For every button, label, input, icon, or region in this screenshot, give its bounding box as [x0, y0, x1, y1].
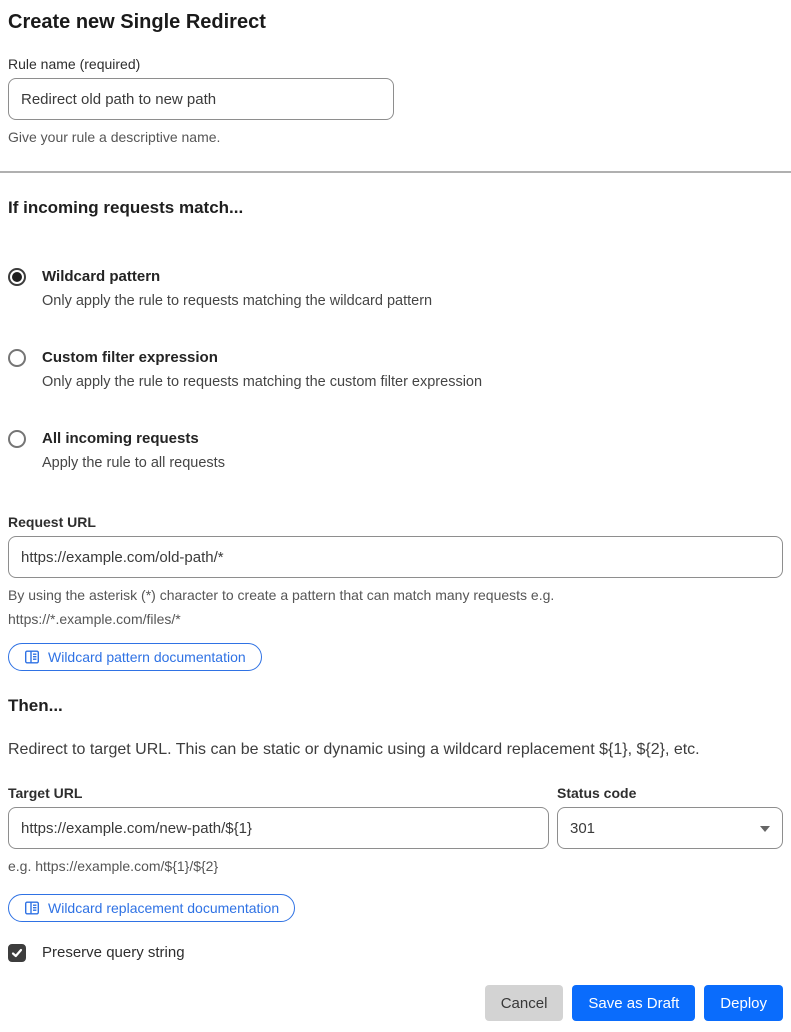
radio-icon[interactable] [8, 349, 26, 367]
wildcard-pattern-docs-label: Wildcard pattern documentation [48, 649, 246, 665]
wildcard-replacement-docs-label: Wildcard replacement documentation [48, 900, 280, 916]
checkbox-icon[interactable] [8, 944, 26, 962]
radio-icon[interactable] [8, 430, 26, 448]
target-and-status-row [8, 761, 783, 878]
status-code-select-wrap [557, 807, 783, 849]
target-url-label: Target URL [8, 785, 83, 801]
section-divider [0, 171, 791, 173]
radio-option-description: Apply the rule to all requests [42, 455, 225, 471]
cancel-button[interactable]: Cancel [485, 985, 564, 1021]
rule-name-input[interactable] [8, 78, 394, 120]
target-url-input[interactable] [8, 807, 549, 849]
then-section-heading: Then... [8, 696, 63, 715]
save-as-draft-button[interactable]: Save as Draft [572, 985, 695, 1021]
request-url-helper-line1: By using the asterisk (*) character to create a pattern that can match many requests e.g. [8, 587, 555, 603]
status-code-select[interactable] [557, 807, 783, 849]
footer-actions [8, 985, 783, 1021]
preserve-query-string-row[interactable] [8, 943, 783, 963]
request-url-helper [8, 583, 783, 631]
request-url-helper-line2: https://*.example.com/files/* [8, 611, 181, 627]
radio-option-label: All incoming requests [42, 430, 199, 447]
request-url-label: Request URL [8, 514, 96, 530]
request-url-input[interactable] [8, 536, 783, 578]
then-section-description: Redirect to target URL. This can be static or dynamic using a wildcard replacement ${1}, ${2}, etc. [8, 741, 700, 758]
wildcard-replacement-docs-button[interactable] [8, 894, 295, 922]
radio-option-label: Custom filter expression [42, 349, 218, 366]
rule-name-label: Rule name (required) [8, 56, 141, 72]
radio-option-wildcard-pattern[interactable] [8, 267, 783, 312]
book-icon [24, 649, 40, 665]
deploy-button[interactable]: Deploy [704, 985, 783, 1021]
status-code-label: Status code [557, 785, 637, 801]
page-title: Create new Single Redirect [8, 11, 266, 33]
book-icon [24, 900, 40, 916]
target-url-helper: e.g. https://example.com/${1}/${2} [8, 858, 219, 874]
radio-option-all-incoming-requests[interactable] [8, 429, 783, 474]
rule-name-helper: Give your rule a descriptive name. [8, 129, 221, 145]
wildcard-pattern-docs-button[interactable] [8, 643, 262, 671]
radio-option-description: Only apply the rule to requests matching the wildcard pattern [42, 293, 433, 309]
preserve-query-string-label: Preserve query string [42, 944, 185, 961]
radio-icon[interactable] [8, 268, 26, 286]
radio-option-description: Only apply the rule to requests matching the custom filter expression [42, 374, 483, 390]
radio-option-custom-filter-expression[interactable] [8, 348, 783, 393]
match-section-heading: If incoming requests match... [8, 198, 244, 217]
radio-option-label: Wildcard pattern [42, 268, 161, 285]
